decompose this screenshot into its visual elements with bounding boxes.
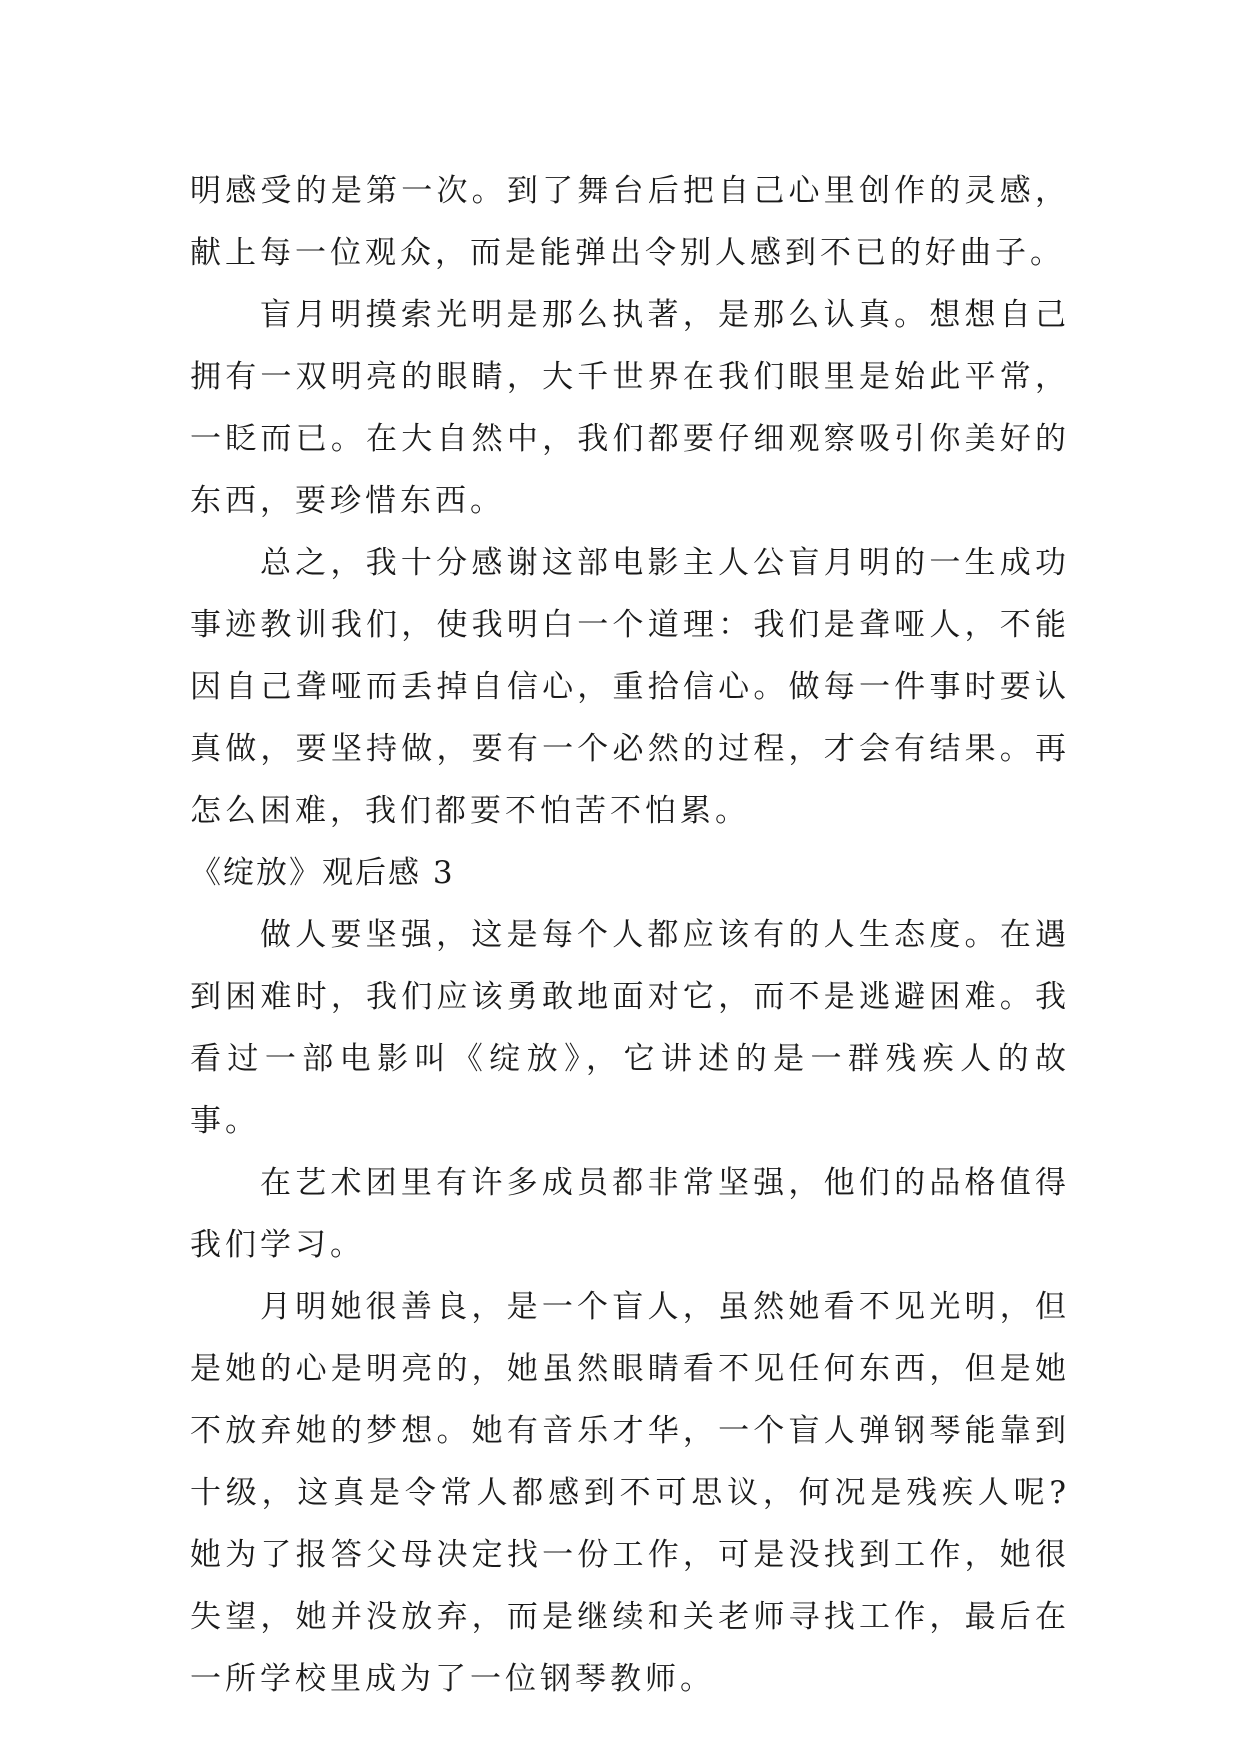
paragraph: 总之，我十分感谢这部电影主人公盲月明的一生成功事迹教训我们，使我明白一个道理：我们是聋哑人，不能因自己聋哑而丢掉自信心，重拾信心。做每一件事时要认真做，要坚持做，要有一个必然的过程，才会有结果。再怎么困难，我们都要不怕苦不怕累。 [190, 545, 1070, 829]
document-body [190, 160, 1070, 1710]
paragraph: 月明她很善良，是一个盲人，虽然她看不见光明，但是她的心是明亮的，她虽然眼睛看不见任何东西，但是她不放弃她的梦想。她有音乐才华，一个盲人弹钢琴能靠到十级，这真是令常人都感到不可思议，何况是残疾人呢?她为了报答父母决定找一份工作，可是没找到工作，她很失望，她并没放弃，而是继续和关老师寻找工作，最后在一所学校里成为了一位钢琴教师。 [190, 1289, 1070, 1697]
paragraph: 盲月明摸索光明是那么执著，是那么认真。想想自己拥有一双明亮的眼睛，大千世界在我们眼里是始此平常，一眨而已。在大自然中，我们都要仔细观察吸引你美好的东西，要珍惜东西。 [190, 297, 1070, 519]
paragraph-continued: 明感受的是第一次。到了舞台后把自己心里创作的灵感，献上每一位观众，而是能弹出令别人感到不已的好曲子。 [190, 173, 1070, 271]
section-title: 《绽放》观后感 3 [190, 855, 455, 891]
paragraph: 在艺术团里有许多成员都非常坚强，他们的品格值得我们学习。 [190, 1165, 1070, 1263]
paragraph: 做人要坚强，这是每个人都应该有的人生态度。在遇到困难时，我们应该勇敢地面对它，而不是逃避困难。我看过一部电影叫《绽放》，它讲述的是一群残疾人的故事。 [190, 917, 1070, 1139]
